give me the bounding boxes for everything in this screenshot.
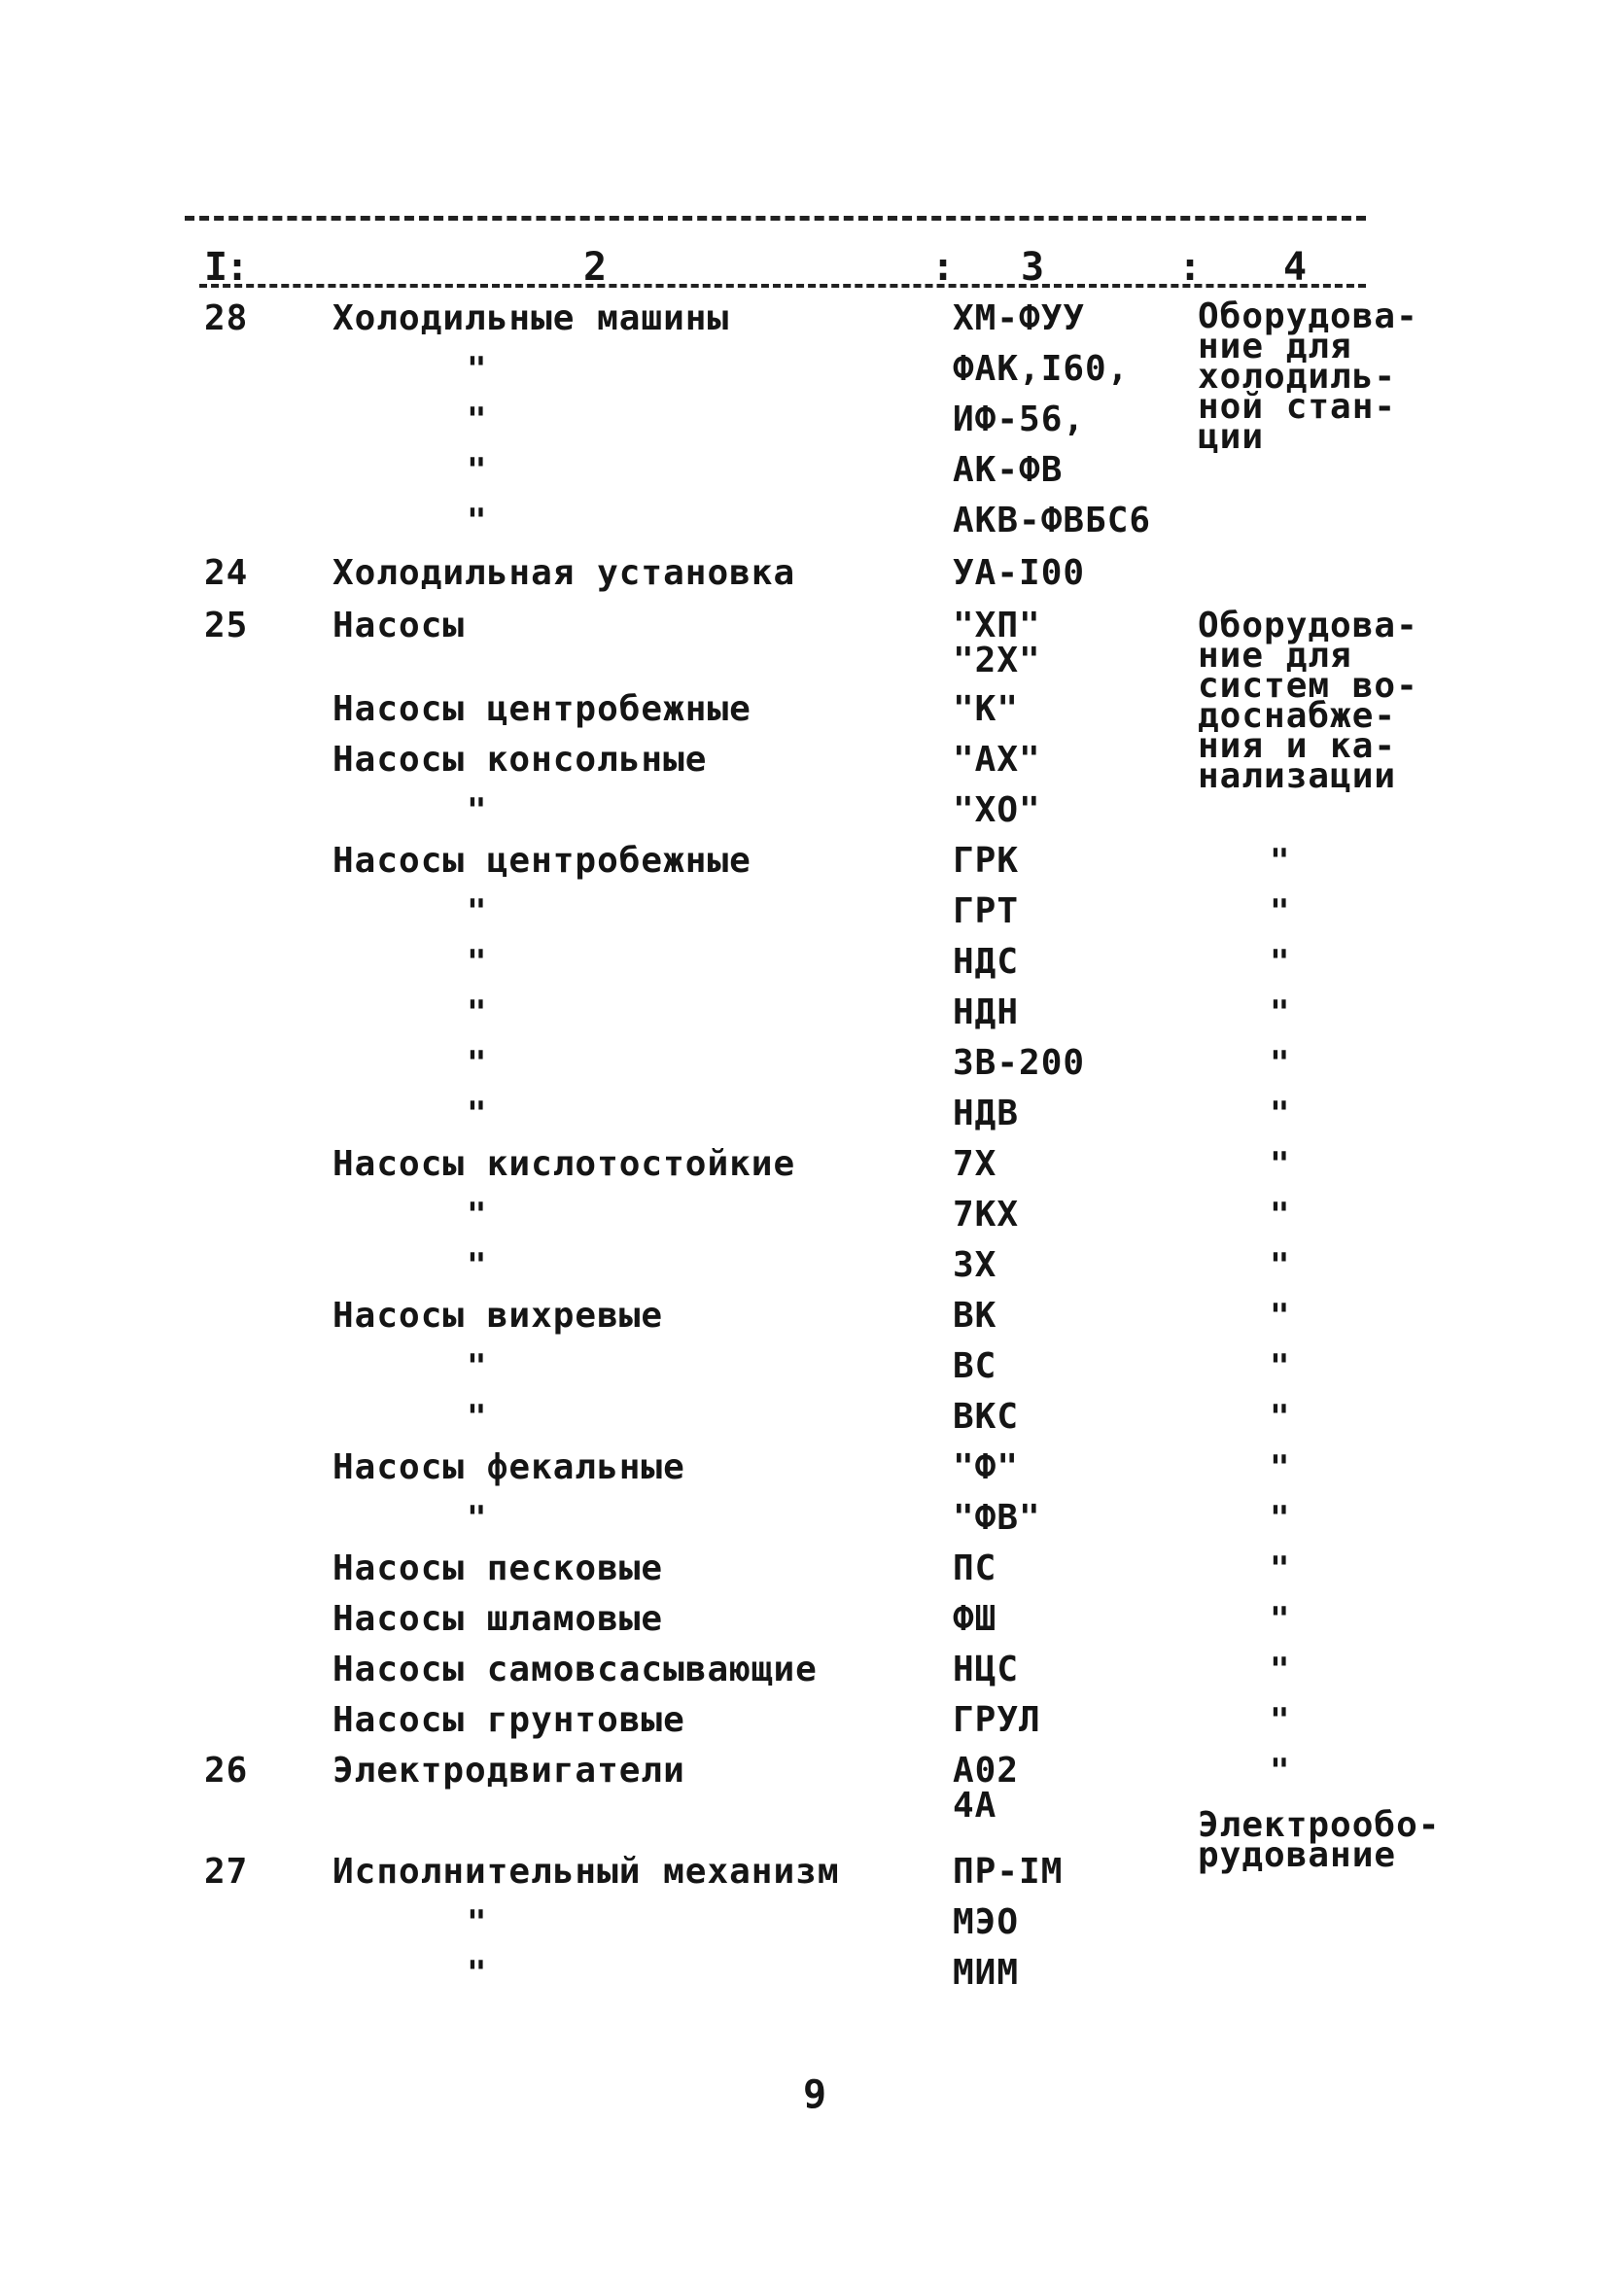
ditto-mark: " (1270, 993, 1291, 1032)
ditto-mark: " (467, 1903, 488, 1942)
header-col2: 2 (583, 245, 608, 290)
ditto-mark: " (1270, 892, 1291, 931)
ditto-mark: " (1270, 1297, 1291, 1336)
equipment-name: Холодильная установка (332, 553, 796, 593)
equipment-model: ГРК (953, 841, 1020, 881)
equipment-name: Насосы центробежные (332, 689, 752, 729)
equipment-name: Насосы фекальные (332, 1447, 685, 1487)
ditto-mark: " (1270, 1044, 1291, 1083)
equipment-model: МЭО (953, 1902, 1020, 1942)
equipment-model: ВС (953, 1346, 997, 1386)
ditto-mark: " (467, 943, 488, 982)
row-number: 27 (204, 1852, 249, 1892)
equipment-model: "ФВ" (953, 1498, 1041, 1538)
note-refrigeration: Оборудова- ние для холодиль- ной стан- ции (1198, 296, 1418, 457)
equipment-model: ГРТ (953, 891, 1020, 931)
equipment-model: 3В-200 (953, 1043, 1086, 1083)
ditto-mark: " (467, 400, 488, 439)
equipment-model: 7Х (953, 1144, 997, 1184)
header-sep: : (1178, 245, 1203, 290)
ditto-mark: " (1270, 943, 1291, 982)
equipment-name: Насосы шламовые (332, 1599, 664, 1639)
equipment-model: ПР-IМ (953, 1852, 1064, 1892)
ditto-mark: " (1270, 1145, 1291, 1184)
ditto-mark: " (1270, 1549, 1291, 1588)
row-number: 25 (204, 606, 249, 645)
equipment-model: НДС (953, 942, 1020, 982)
ditto-mark: " (467, 1196, 488, 1235)
equipment-model: ПС (953, 1548, 997, 1588)
page-number: 9 (803, 2072, 827, 2117)
ditto-mark: " (1270, 1499, 1291, 1538)
ditto-mark: " (1270, 1398, 1291, 1437)
equipment-model: "ХО" (953, 790, 1041, 830)
equipment-name: Насосы центробежные (332, 841, 752, 881)
ditto-mark: " (1270, 1752, 1291, 1791)
equipment-model: АКВ-ФВБС6 (953, 501, 1152, 540)
equipment-model: "Ф" (953, 1447, 1020, 1487)
ditto-mark: " (1270, 1347, 1291, 1386)
ditto-mark: " (1270, 1095, 1291, 1133)
equipment-model: "К" (953, 689, 1020, 729)
ditto-mark: " (467, 350, 488, 389)
equipment-name: Насосы кислотостойкие (332, 1144, 796, 1184)
ditto-mark: " (467, 1044, 488, 1083)
ditto-mark: " (467, 1095, 488, 1133)
ditto-mark: " (1270, 1196, 1291, 1235)
equipment-model: НДН (953, 992, 1020, 1032)
ditto-mark: " (467, 451, 488, 490)
equipment-model: ВКС (953, 1397, 1020, 1437)
equipment-model: "ХП" (953, 606, 1041, 645)
header-col4: 4 (1283, 245, 1308, 290)
equipment-model: НДВ (953, 1094, 1020, 1133)
equipment-model: 3Х (953, 1245, 997, 1285)
equipment-name: Насосы (332, 606, 466, 645)
ditto-mark: " (467, 1246, 488, 1285)
ditto-mark: " (1270, 1448, 1291, 1487)
ditto-mark: " (1270, 1600, 1291, 1639)
equipment-name: Насосы самовсасывающие (332, 1650, 818, 1689)
ditto-mark: " (467, 1499, 488, 1538)
equipment-name: Электродвигатели (332, 1751, 685, 1791)
header-sep: : (931, 245, 956, 290)
equipment-model: НЦС (953, 1650, 1020, 1689)
equipment-model: ИФ-56, (953, 400, 1086, 439)
equipment-model: АК-ФВ (953, 450, 1064, 490)
equipment-model: ГРУЛ (953, 1700, 1041, 1740)
equipment-name: Насосы консольные (332, 740, 708, 780)
equipment-model: ВК (953, 1296, 997, 1336)
equipment-name: Исполнительный механизм (332, 1852, 840, 1892)
equipment-model: ФАК,I60, (953, 349, 1130, 389)
ditto-mark: " (1270, 842, 1291, 881)
equipment-model: ФШ (953, 1599, 997, 1639)
header-col1: I (204, 245, 228, 290)
ditto-mark: " (467, 892, 488, 931)
ditto-mark: " (467, 1347, 488, 1386)
equipment-model: МИМ (953, 1953, 1020, 1993)
equipment-name: Холодильные машины (332, 298, 730, 338)
header-sep: : (226, 245, 250, 290)
ditto-mark: " (467, 1954, 488, 1993)
ditto-mark: " (467, 791, 488, 830)
top-dashed-rule (185, 216, 1366, 221)
ditto-mark: " (1270, 1246, 1291, 1285)
equipment-name: Насосы песковые (332, 1548, 664, 1588)
equipment-name: Насосы грунтовые (332, 1700, 685, 1740)
equipment-model: 7КХ (953, 1195, 1020, 1235)
ditto-mark: " (1270, 1651, 1291, 1689)
equipment-model: "2Х" (953, 641, 1041, 680)
row-number: 24 (204, 553, 249, 593)
row-number: 28 (204, 298, 249, 338)
header-dashed-rule (199, 284, 1366, 288)
equipment-model: ХМ-ФУУ (953, 298, 1086, 338)
equipment-model: А02 (953, 1751, 1020, 1791)
equipment-model: "АХ" (953, 740, 1041, 780)
ditto-mark: " (1270, 1701, 1291, 1740)
equipment-model: 4А (953, 1786, 997, 1826)
row-number: 26 (204, 1751, 249, 1791)
header-col3: 3 (1021, 245, 1045, 290)
note-water-supply: Оборудова- ние для систем во- доснабже- ния и ка- нализации (1198, 606, 1418, 796)
ditto-mark: " (467, 993, 488, 1032)
note-electrical: Электрообо- рудование (1198, 1805, 1441, 1875)
ditto-mark: " (467, 502, 488, 540)
ditto-mark: " (467, 1398, 488, 1437)
equipment-name: Насосы вихревые (332, 1296, 664, 1336)
equipment-model: УА-I00 (953, 553, 1086, 593)
